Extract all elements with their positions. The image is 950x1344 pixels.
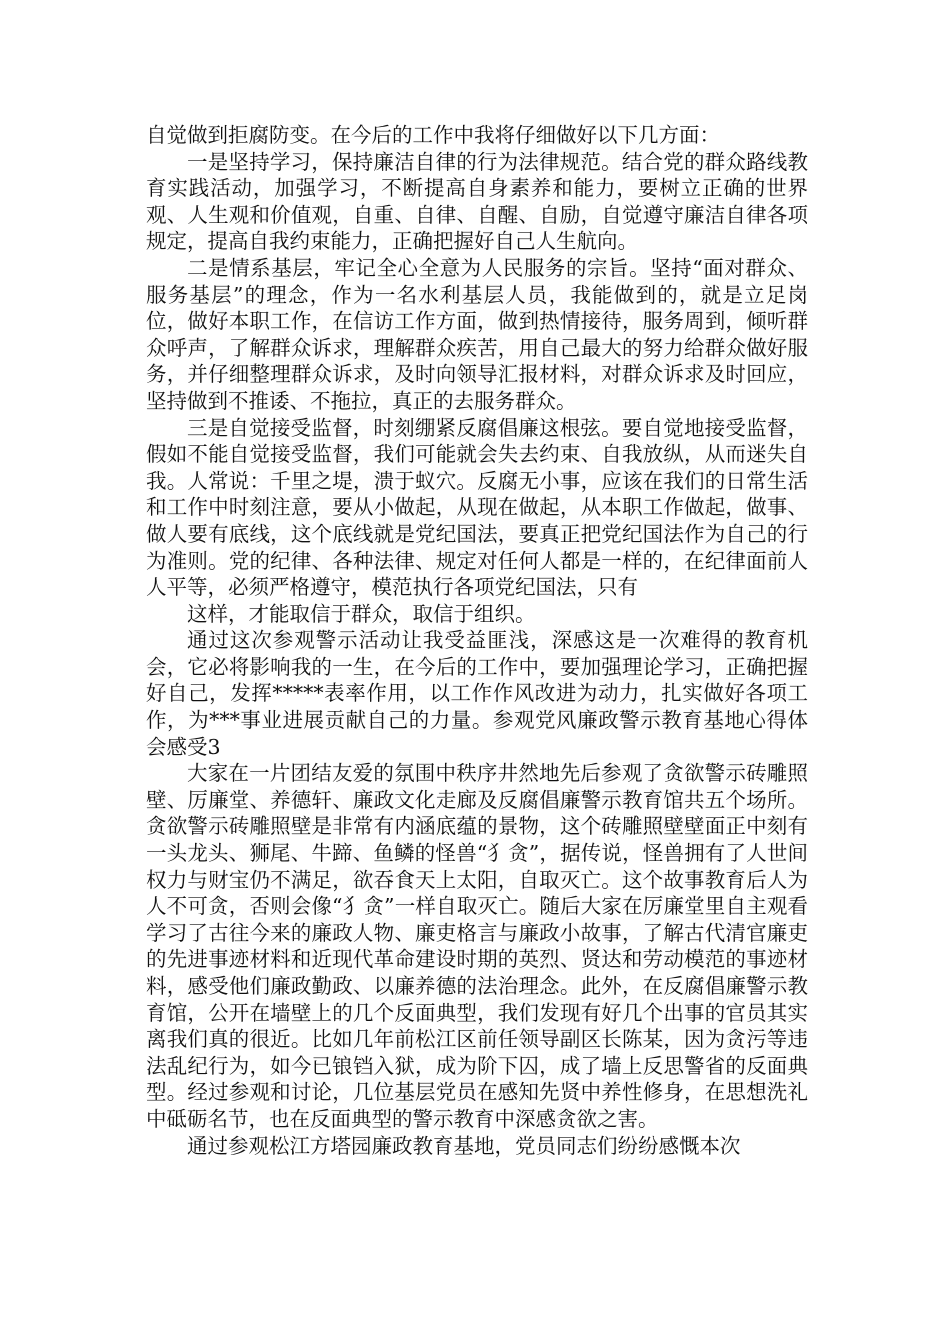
paragraph-point-one: 一是坚持学习，保持廉洁自律的行为法律规范。结合党的群众路线教育实践活动，加强学习，不断提高自身素养和能力，要树立正确的世界观、人生观和价值观，自重、自律、自醒、自励，自觉遵守廉洁自律各项规定，提高自我约束能力，正确把握好自己人生航向。 (146, 149, 808, 254)
document-body (146, 122, 808, 1159)
paragraph-summary: 通过这次参观警示活动让我受益匪浅，深感这是一次难得的教育机会，它必将影响我的一生，在今后的工作中，要加强理论学习，正确把握好自己，发挥*****表率作用，以工作作风改进为动力，扎实做好各项工作，为***事业进展贡献自己的力量。参观党风廉政警示教育基地心得体会感受3 (146, 628, 808, 759)
paragraph-point-two: 二是情系基层，牢记全心全意为人民服务的宗旨。坚持“面对群众、服务基层”的理念，作为一名水利基层人员，我能做到的，就是立足岗位，做好本职工作，在信访工作方面，做到热情接待，服务周到，倾听群众呼声，了解群众诉求，理解群众疾苦，用自己最大的努力给群众做好服务，并仔细整理群众诉求，及时向领导汇报材料，对群众诉求及时回应，坚持做到不推诿、不拖拉，真正的去服务群众。 (146, 255, 808, 413)
paragraph-visit-description: 大家在一片团结友爱的氛围中秩序井然地先后参观了贪欲警示砖雕照壁、厉廉堂、养德轩、廉政文化走廊及反腐倡廉警示教育馆共五个场所。贪欲警示砖雕照壁是非常有内涵底蕴的景物，这个砖雕照壁壁面正中刻有一头龙头、狮尾、牛蹄、鱼鳞的怪兽“犭贪”，据传说，怪兽拥有了人世间权力与财宝仍不满足，欲吞食天上太阳，自取灭亡。这个故事教育后人为人不可贪，否则会像“犭贪”一样自取灭亡。随后大家在厉廉堂里自主观看学习了古往今来的廉政人物、廉吏格言与廉政小故事，了解古代清官廉吏的先进事迹材料和近现代革命建设时期的英烈、贤达和劳动模范的事迹材料，感受他们廉政勤政、以廉养德的法治理念。此外，在反腐倡廉警示教育馆，公开在墙壁上的几个反面典型，我们发现有好几个出事的官员其实离我们真的很近。比如几年前松江区前任领导副区长陈某，因为贪污等违法乱纪行为，如今已锒铛入狱，成为阶下囚，成了墙上反思警省的反面典型。经过参观和讨论，几位基层党员在感知先贤中养性修身，在思想洗礼中砥砺名节，也在反面典型的警示教育中深感贪欲之害。 (146, 761, 808, 1131)
paragraph-visit-reflection: 通过参观松江方塔园廉政教育基地，党员同志们纷纷感慨本次 (187, 1133, 741, 1158)
paragraph-point-three: 三是自觉接受监督，时刻绷紧反腐倡廉这根弦。要自觉地接受监督，假如不能自觉接受监督，我们可能就会失去约束、自我放纵，从而迷失自我。人常说：千里之堤，溃于蚁穴。反腐无小事，应该在我们的日常生活和工作中时刻注意，要从小做起，从现在做起，从本职工作做起，做事、做人要有底线，这个底线就是党纪国法，要真正把党纪国法作为自己的行为准则。党的纪律、各种法律、规定对任何人都是一样的，在纪律面前人人平等，必须严格遵守，模范执行各项党纪国法，只有 (146, 415, 808, 600)
paragraph-point-three-end: 这样，才能取信于群众，取信于组织。 (187, 601, 536, 626)
paragraph-continuation: 自觉做到拒腐防变。在今后的工作中我将仔细做好以下几方面： (146, 123, 720, 147)
